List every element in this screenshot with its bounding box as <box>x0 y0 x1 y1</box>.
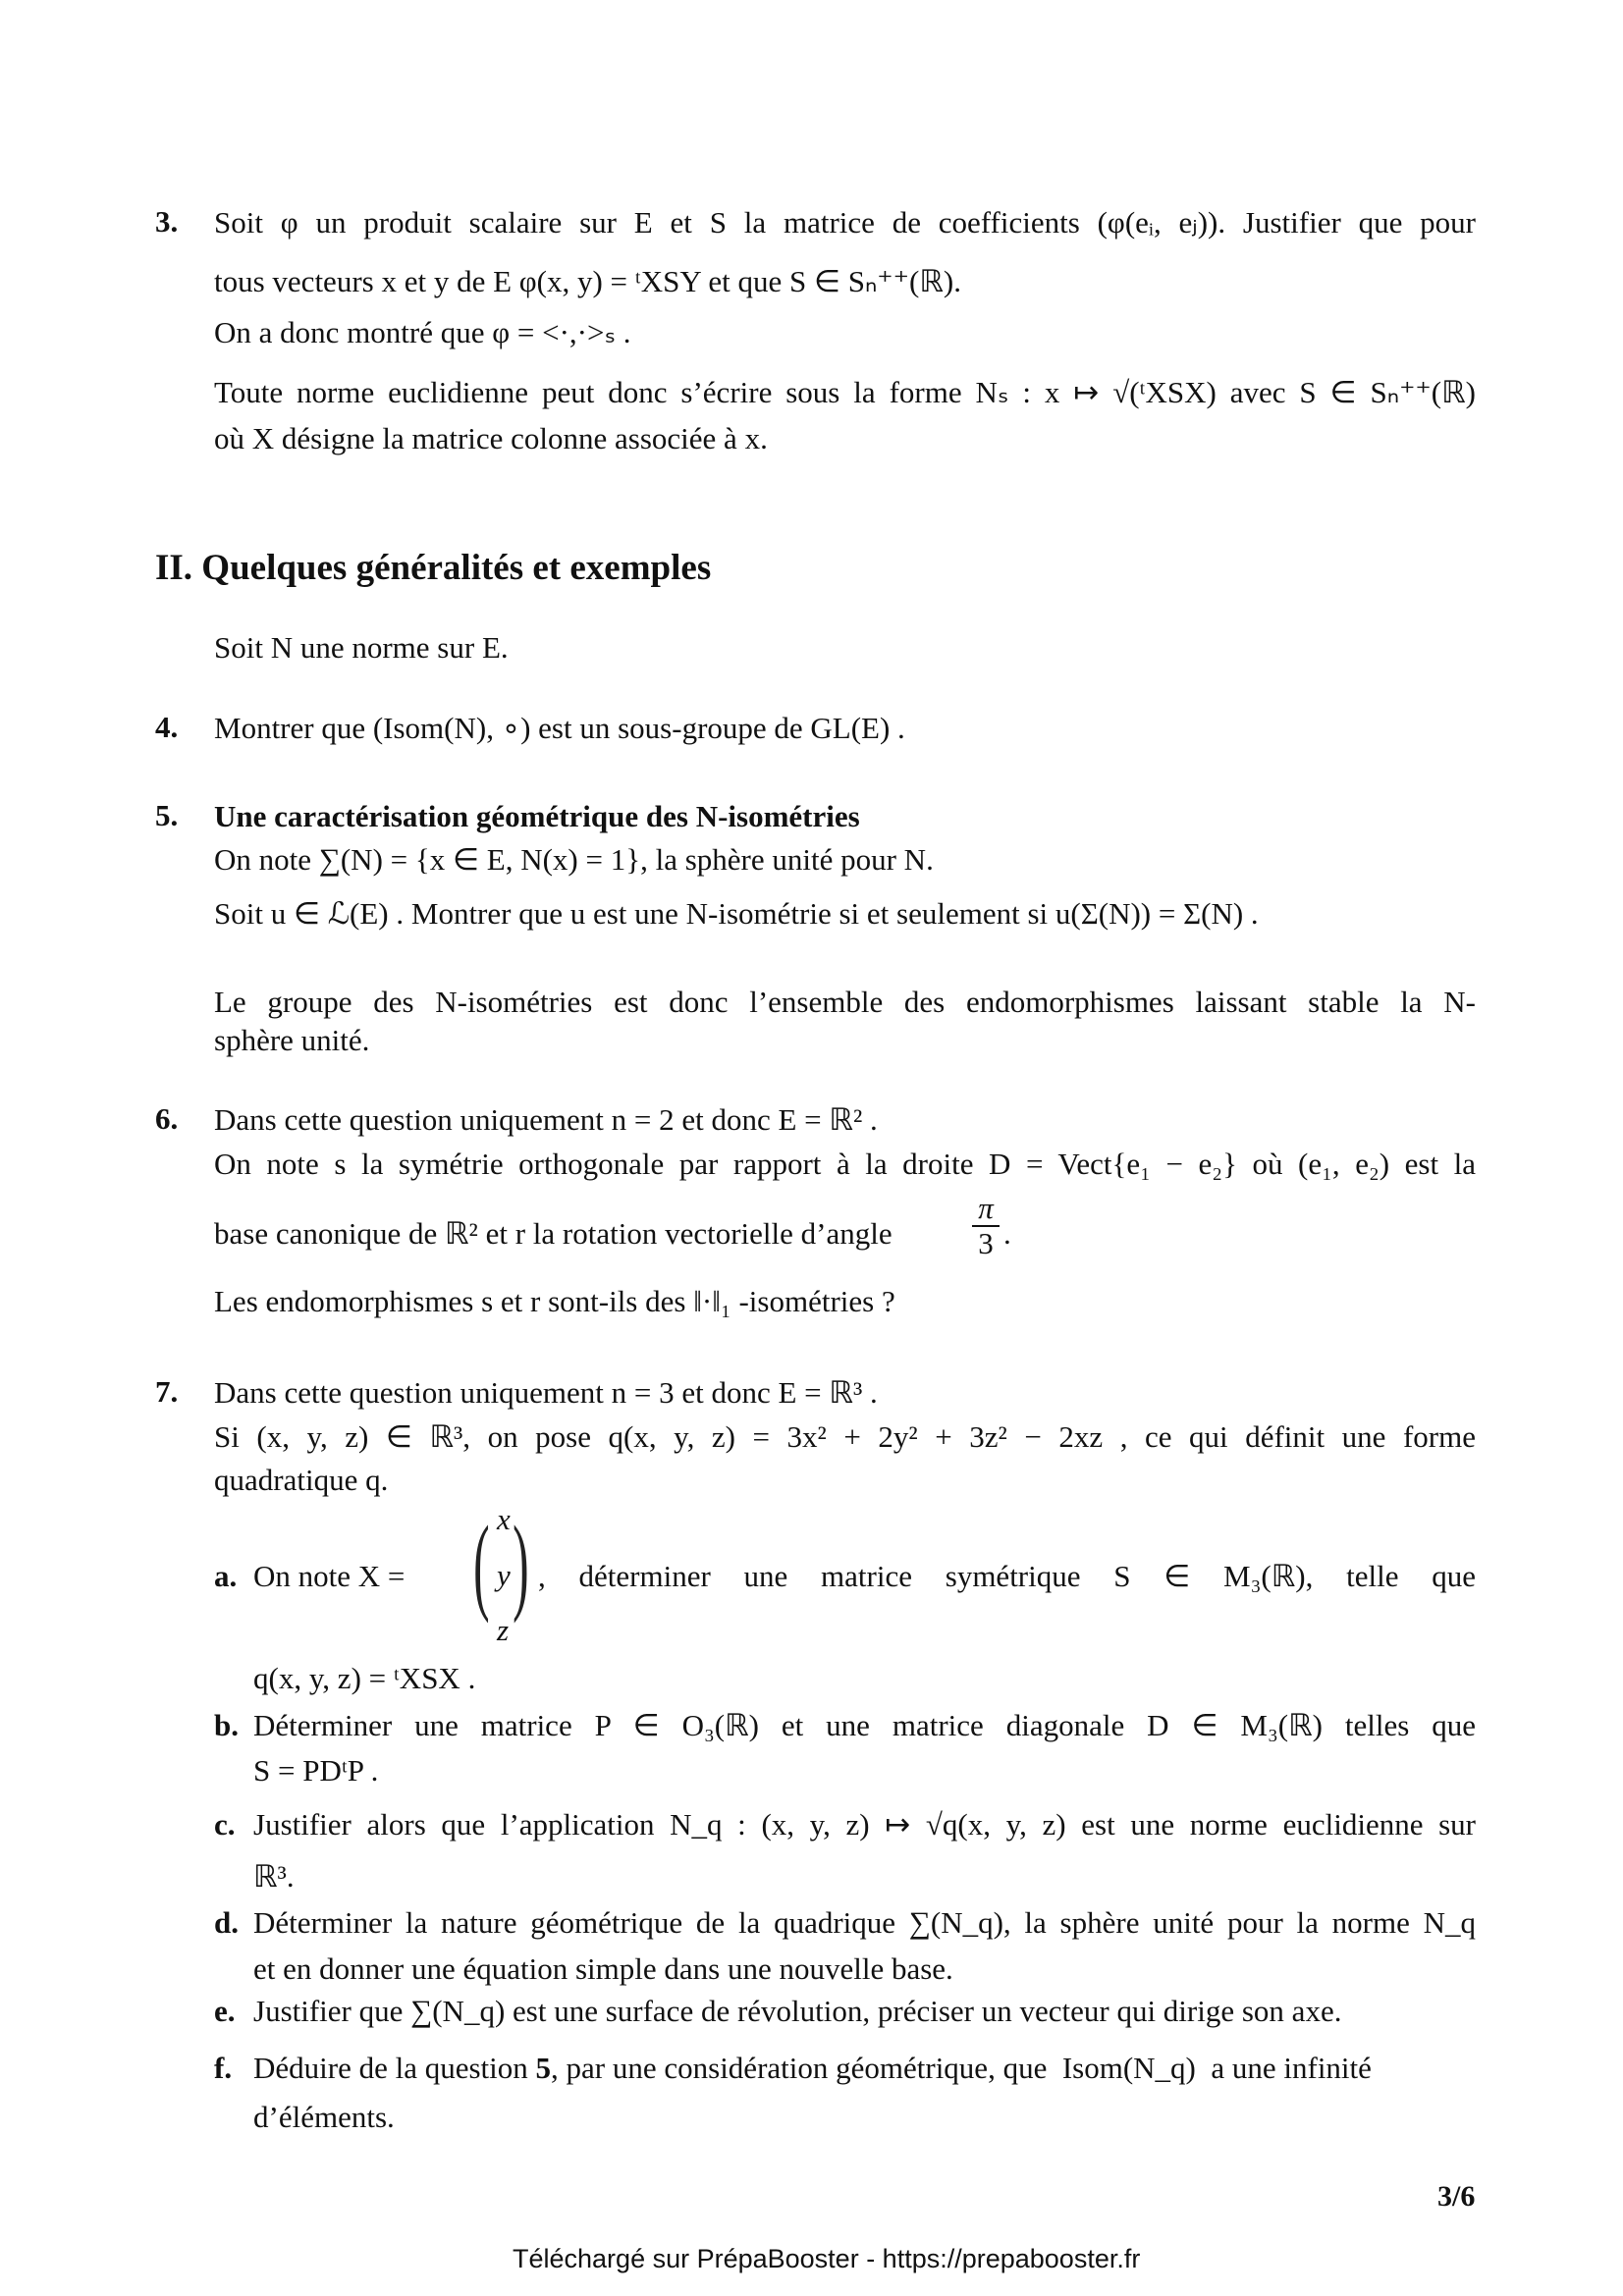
q5-remark-line-1: Le groupe des N-isométries est donc l’ensemble des endomorphismes laissant stable la N- <box>214 985 1476 1019</box>
q7b-text: Déterminer une matrice P ∈ O₃(ℝ) et une matrice diagonale D ∈ M₃(ℝ) telles que <box>253 1708 1476 1742</box>
q7d-text: Déterminer la nature géométrique de la quadrique ∑(N_q), la sphère unité pour la norme N_q <box>253 1905 1476 1940</box>
q7f-text-after: , par une considération géométrique, que Isom(N_q) a une infinité <box>551 2051 1372 2085</box>
q7c-cont: ℝ³. <box>253 1859 295 1894</box>
q7f-question-ref: 5 <box>535 2051 552 2085</box>
q6-line-3: base canonique de ℝ² et r la rotation vectorielle d’angle <box>214 1216 893 1251</box>
q7-line-3: quadratique q. <box>214 1463 389 1497</box>
q7e-text: Justifier que ∑(N_q) est une surface de révolution, préciser un vecteur qui dirige son axe. <box>253 1994 1342 2028</box>
q7d-cont: et en donner une équation simple dans une nouvelle base. <box>253 1951 953 1986</box>
section-title: II. Quelques généralités et exemples <box>155 548 712 588</box>
section-intro: Soit N une norme sur E. <box>214 630 509 665</box>
angle-fraction <box>972 1192 1000 1260</box>
q7e-label: e. <box>214 1994 236 2028</box>
q5-line-2: Soit u ∈ ℒ(E) . Montrer que u est une N-isométrie si et seulement si u(Σ(N)) = Σ(N) . <box>214 896 1259 931</box>
q6-line-4: Les endomorphismes s et r sont-ils des ‖·‖₁ -isométries ? <box>214 1284 895 1318</box>
q7d-label: d. <box>214 1905 239 1940</box>
q3-line-1: Soit φ un produit scalaire sur E et S la matrice de coefficients (φ(eᵢ, eⱼ)). Justifier que pour <box>214 205 1476 240</box>
q4-text: Montrer que (Isom(N), ∘) est un sous-groupe de GL(E) . <box>214 711 905 745</box>
page-number: 3/6 <box>1437 2180 1476 2213</box>
question-number-4: 4. <box>155 710 179 744</box>
angle-denominator: 3 <box>978 1226 994 1261</box>
q7b-label: b. <box>214 1708 239 1742</box>
q7b-cont: S = PDᵗP . <box>253 1753 379 1788</box>
matrix-cell-x: x <box>497 1502 511 1536</box>
question-number-7: 7. <box>155 1374 179 1409</box>
q6-line-1: Dans cette question uniquement n = 2 et donc E = ℝ² . <box>214 1102 878 1137</box>
q7-line-1: Dans cette question uniquement n = 3 et donc E = ℝ³ . <box>214 1375 878 1410</box>
q7a-label: a. <box>214 1559 238 1593</box>
download-footer: Téléchargé sur PrépaBooster - https://prepabooster.fr <box>513 2244 1141 2273</box>
question-number-5: 5. <box>155 798 179 832</box>
q7c-text: Justifier alors que l’application N_q : (x, y, z) ↦ √q(x, y, z) est une norme euclidienne sur <box>253 1807 1476 1842</box>
q7a-cont: q(x, y, z) = ᵗXSX . <box>253 1661 476 1695</box>
q7f-text-before: Déduire de la question <box>253 2051 536 2085</box>
q5-line-1: On note ∑(N) = {x ∈ E, N(x) = 1}, la sphère unité pour N. <box>214 842 934 877</box>
column-vector-X <box>471 1502 540 1649</box>
matrix-cell-z: z <box>497 1613 510 1647</box>
angle-numerator: π <box>972 1192 1000 1227</box>
q7a-after: , déterminer une matrice symétrique S ∈ M₃(ℝ), telle que <box>538 1559 1476 1593</box>
q3-line-4: Toute norme euclidienne peut donc s’écrire sous la forme Nₛ : x ↦ √(ᵗXSX) avec S ∈ Sₙ⁺⁺(ℝ) <box>214 375 1476 409</box>
question-number-3: 3. <box>155 204 179 239</box>
q5-remark-line-2: sphère unité. <box>214 1023 370 1057</box>
q6-line-2: On note s la symétrie orthogonale par rapport à la droite D = Vect{e₁ − e₂} où (e₁, e₂) est la <box>214 1147 1476 1181</box>
matrix-cell-y: y <box>497 1558 511 1592</box>
q5-title: Une caractérisation géométrique des N-isométries <box>214 799 860 833</box>
q7a-before: On note X = <box>253 1559 406 1593</box>
question-number-6: 6. <box>155 1101 179 1136</box>
q6-period: . <box>1003 1216 1011 1251</box>
q7f-label: f. <box>214 2051 233 2085</box>
q3-line-3: On a donc montré que φ = <·,·>ₛ . <box>214 315 631 349</box>
q7f-cont: d’éléments. <box>253 2100 395 2134</box>
left-paren: ( <box>473 1504 490 1624</box>
q3-line-2: tous vecteurs x et y de E φ(x, y) = ᵗXSY et que S ∈ Sₙ⁺⁺(ℝ). <box>214 264 961 298</box>
q3-line-5: où X désigne la matrice colonne associée à x. <box>214 421 768 455</box>
right-paren: ) <box>513 1504 529 1624</box>
q7-line-2: Si (x, y, z) ∈ ℝ³, on pose q(x, y, z) = 3x² + 2y² + 3z² − 2xz , ce qui définit une forme <box>214 1419 1476 1454</box>
q7c-label: c. <box>214 1807 236 1842</box>
q7f-text <box>253 2050 1476 2086</box>
